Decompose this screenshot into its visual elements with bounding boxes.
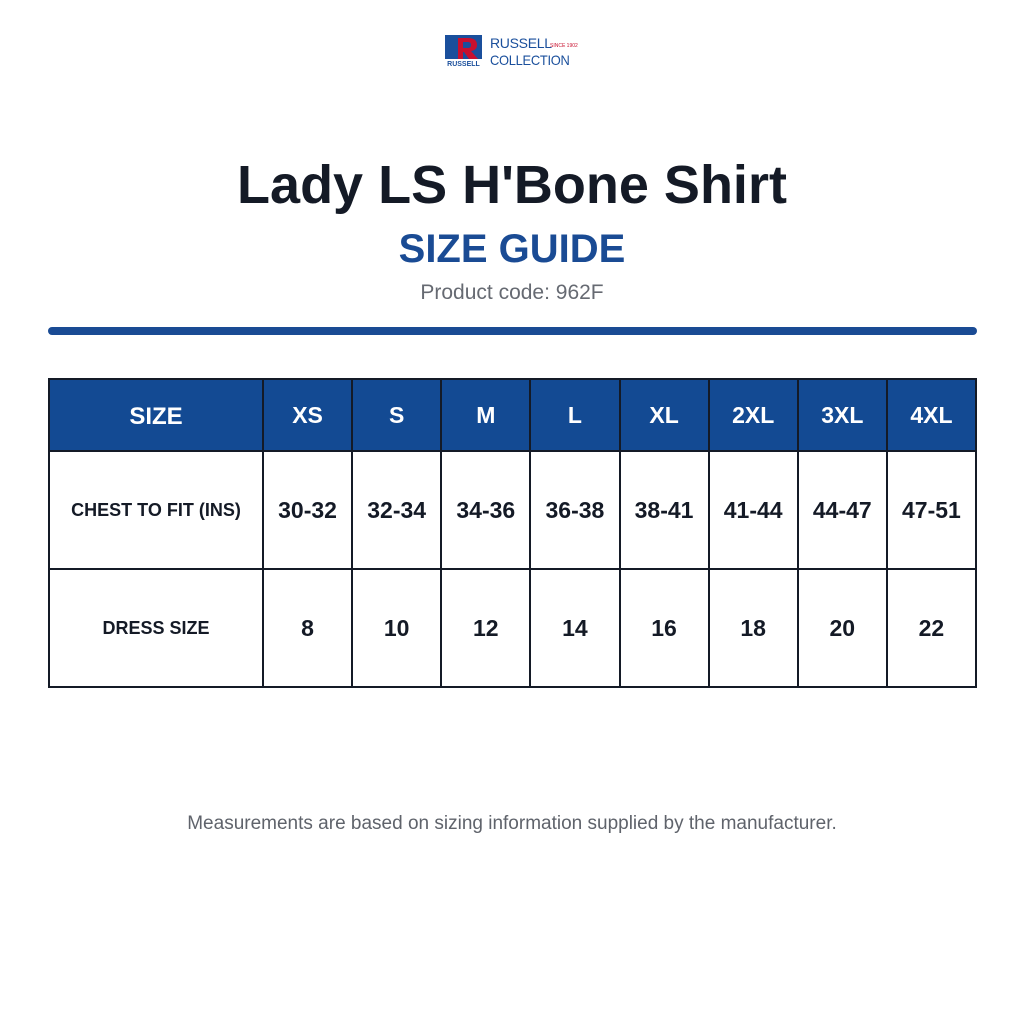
table-row-chest	[49, 451, 976, 569]
row-label: CHEST TO FIT (INS)	[49, 451, 263, 569]
size-table	[48, 378, 977, 688]
footer-note: Measurements are based on sizing information supplied by the manufacturer.	[187, 813, 837, 834]
logo-brand-text: RUSSELL	[490, 35, 552, 51]
row-label: DRESS SIZE	[49, 569, 263, 687]
table-cell: 44-47	[798, 451, 887, 569]
column-header: S	[352, 379, 441, 451]
column-header: XL	[620, 379, 709, 451]
product-code: Product code: 962F	[420, 281, 604, 304]
table-cell: 10	[352, 569, 441, 687]
table-row-dress-size	[49, 569, 976, 687]
page-subtitle: SIZE GUIDE	[398, 227, 626, 271]
table-cell: 16	[620, 569, 709, 687]
logo-collection-text: COLLECTION	[490, 52, 570, 68]
russell-logo-icon	[444, 34, 484, 68]
column-header-size: SIZE	[49, 379, 263, 451]
table-cell: 14	[530, 569, 619, 687]
table-cell: 8	[263, 569, 352, 687]
table-cell: 38-41	[620, 451, 709, 569]
column-header: 3XL	[798, 379, 887, 451]
table-cell: 41-44	[709, 451, 798, 569]
table-cell: 32-34	[352, 451, 441, 569]
column-header: XS	[263, 379, 352, 451]
divider-rule	[48, 327, 977, 335]
column-header: 4XL	[887, 379, 976, 451]
table-cell: 36-38	[530, 451, 619, 569]
table-cell: 20	[798, 569, 887, 687]
logo-since-text: SINCE 1902	[550, 43, 578, 49]
column-header: M	[441, 379, 530, 451]
column-header: L	[530, 379, 619, 451]
page-title: Lady LS H'Bone Shirt	[237, 155, 787, 215]
logo-mark-text: RUSSELL	[447, 61, 480, 68]
table-cell: 34-36	[441, 451, 530, 569]
table-cell: 22	[887, 569, 976, 687]
table-cell: 12	[441, 569, 530, 687]
table-cell: 47-51	[887, 451, 976, 569]
brand-logo	[444, 34, 584, 70]
table-cell: 18	[709, 569, 798, 687]
table-header-row	[49, 379, 976, 451]
column-header: 2XL	[709, 379, 798, 451]
table-cell: 30-32	[263, 451, 352, 569]
